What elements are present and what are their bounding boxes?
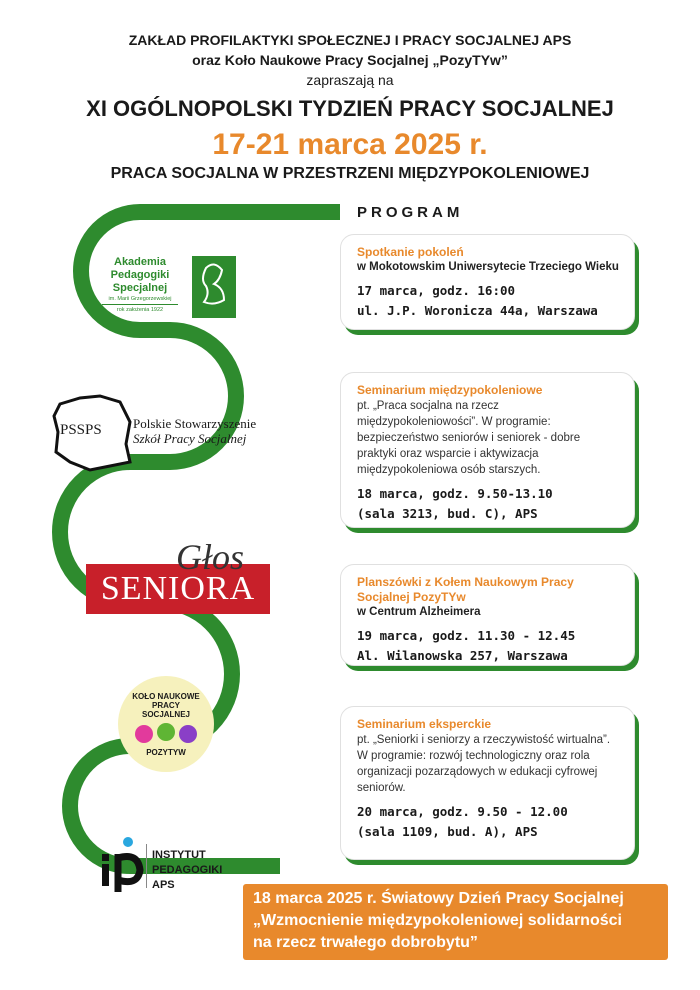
banner-line3: na rzecz trwałego dobrobytu”	[253, 934, 478, 951]
aps-logo-line4: im. Marii Grzegorzewskiej	[108, 296, 172, 302]
event-place: ul. J.P. Woronicza 44a, Warszawa	[357, 303, 598, 318]
event-dates: 17-21 marca 2025 r.	[212, 128, 488, 161]
pssps-abbr: PSSPS	[60, 422, 102, 438]
kolo-name: POZYTYW	[146, 748, 186, 757]
aps-logo-line3: Specjalnej	[112, 282, 168, 294]
event-description: pt. „Praca socjalna na rzecz międzypokoleniowości”. W programie: bezpieczeństwo seniorów i seniorek - dobre praktyki oraz wsparcie i aktywizacja międzypokoleniowa osób starszych.	[357, 400, 581, 476]
aps-figure-icon	[192, 256, 236, 318]
banner-line1: 18 marca 2025 r. Światowy Dzień Pracy Socjalnej	[253, 890, 624, 907]
event-card	[340, 372, 635, 528]
organizer-line: ZAKŁAD PROFILAKTYKI SPOŁECZNEJ I PRACY SOCJALNEJ APS	[128, 32, 572, 48]
kolo-pozytyw-logo	[118, 676, 214, 772]
kolo-line3: SOCJALNEJ	[141, 710, 190, 719]
co-organizer-line: oraz Koło Naukowe Pracy Socjalnej „PozyTYw”	[192, 52, 508, 68]
event-date: 17 marca, godz. 16:00	[357, 283, 516, 298]
event-card	[340, 706, 635, 860]
event-place: (sala 3213, bud. C), APS	[357, 506, 538, 521]
handprints-icon	[132, 720, 200, 746]
event-date: 18 marca, godz. 9.50-13.10	[357, 486, 553, 501]
event-date: 19 marca, godz. 11.30 - 12.45	[357, 628, 576, 643]
invite-line: zapraszają na	[306, 72, 394, 88]
ip-line2: PEDAGOGIKI	[152, 864, 223, 876]
event-subtitle: w Centrum Alzheimera	[357, 606, 481, 618]
pssps-logo	[50, 392, 134, 477]
kolo-line2: PRACY	[151, 701, 180, 710]
aps-logo-line5: rok założenia 1922	[116, 307, 164, 313]
aps-logo-line1: Akademia	[114, 256, 166, 268]
event-card	[340, 234, 635, 330]
event-title: XI OGÓLNOPOLSKI TYDZIEŃ PRACY SOCJALNEJ	[86, 96, 614, 121]
event-place: Al. Wilanowska 257, Warszawa	[357, 648, 568, 663]
event-subtitle: w Mokotowskim Uniwersytecie Trzeciego Wieku	[357, 261, 619, 273]
ip-line1: INSTYTUT	[152, 849, 206, 861]
ip-mark-icon	[100, 836, 146, 892]
ip-logo	[100, 836, 146, 897]
glos-seniora-logo	[86, 537, 270, 616]
ip-line3: APS	[152, 879, 175, 891]
pssps-name-line2: Szkół Pracy Socjalnej	[133, 431, 247, 446]
event-date: 20 marca, godz. 9.50 - 12.00	[357, 804, 568, 819]
event-title: Planszówki z Kołem Naukowym Pracy Socjalnej PozyTYw	[357, 575, 574, 604]
pssps-name-line1: Polskie Stowarzyszenie	[133, 416, 257, 431]
aps-logo-line2: Pedagogiki	[110, 269, 170, 281]
event-title: Seminarium eksperckie	[357, 717, 492, 731]
social-work-day-banner	[243, 884, 668, 960]
pssps-name	[133, 416, 256, 446]
glos-script-text: Głos	[176, 537, 245, 577]
ip-name	[152, 848, 222, 893]
event-description: pt. „Seniorki i seniorzy a rzeczywistość wirtualna”. W programie: rozwój technologiczny oraz rola organizacji pozarządowych w edukacji cyfrowej seniorów.	[357, 734, 611, 794]
seniora-text: SENIORA	[100, 570, 256, 607]
program-heading: PROGRAM	[357, 204, 464, 221]
event-place: (sala 1109, bud. A), APS	[357, 824, 538, 839]
event-title: Spotkanie pokoleń	[357, 245, 464, 259]
event-theme: PRACA SOCJALNA W PRZESTRZENI MIĘDZYPOKOLENIOWEJ	[110, 165, 590, 182]
event-title: Seminarium międzypokoleniowe	[357, 383, 543, 397]
event-card	[340, 564, 635, 666]
kolo-line1: KOŁO NAUKOWE	[132, 692, 200, 701]
aps-logo	[98, 256, 238, 322]
banner-line2: „Wzmocnienie międzypokoleniowej solidarności	[253, 912, 622, 929]
